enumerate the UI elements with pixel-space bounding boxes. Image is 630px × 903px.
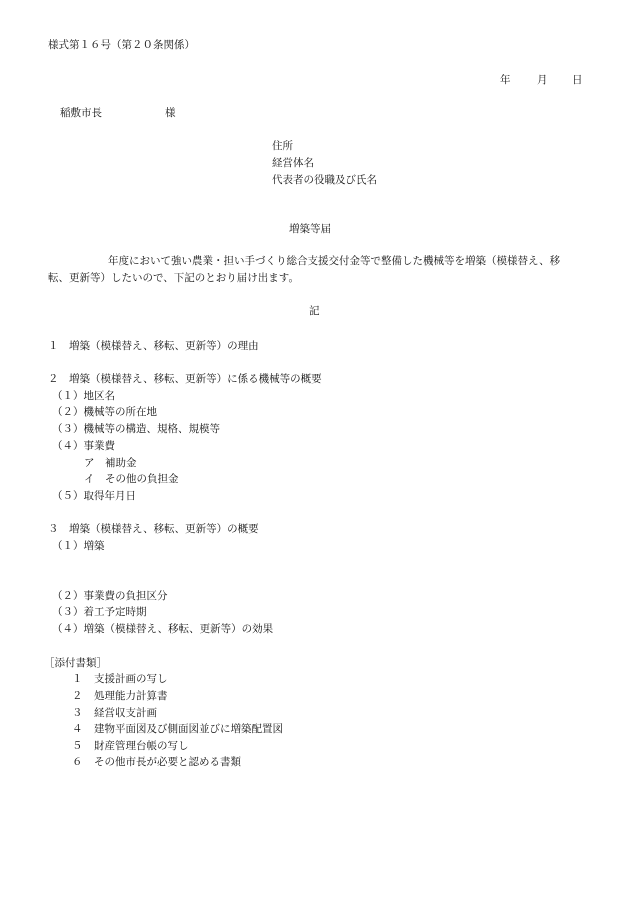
attachment-label: 建物平面図及び側面図並びに増築配置図 <box>94 723 283 735</box>
applicant-representative-label: 代表者の役職及び氏名 <box>272 174 377 186</box>
section-3-item: （４）増築（模様替え、移転、更新等）の効果 <box>52 623 274 635</box>
attachments-heading: ［添付書類］ <box>44 657 107 669</box>
attachment-number: ３ <box>72 707 83 719</box>
addressee-mayor: 稲敷市長 <box>60 107 102 119</box>
section-2-sub-item: イ その他の負担金 <box>84 473 179 485</box>
date-day-label: 日 <box>572 74 583 86</box>
section-3-item: （３）着工予定時期 <box>52 606 147 618</box>
section-1-heading: １ 増築（模様替え、移転、更新等）の理由 <box>48 340 259 352</box>
form-number: 様式第１６号（第２０条関係） <box>48 39 195 51</box>
section-2-sub-item: ア 補助金 <box>84 457 137 469</box>
attachment-label: その他市長が必要と認める書類 <box>94 756 241 768</box>
section-2-heading: ２ 増築（模様替え、移転、更新等）に係る機械等の概要 <box>48 373 322 385</box>
document-title: 増築等届 <box>289 223 331 235</box>
applicant-entity-label: 経営体名 <box>272 157 314 169</box>
section-3-item: （１）増築 <box>52 540 105 552</box>
section-3-item: （２）事業費の負担区分 <box>52 590 168 602</box>
attachment-number: ４ <box>72 723 83 735</box>
section-2-item: （３）機械等の構造、規格、規模等 <box>52 423 220 435</box>
attachment-number: ２ <box>72 690 83 702</box>
attachment-number: １ <box>72 673 83 685</box>
ki-marker: 記 <box>309 305 320 317</box>
section-3-heading: ３ 増築（模様替え、移転、更新等）の概要 <box>48 523 259 535</box>
section-2-item: （２）機械等の所在地 <box>52 406 157 418</box>
section-2-item: （４）事業費 <box>52 440 115 452</box>
attachment-label: 経営収支計画 <box>94 707 157 719</box>
attachment-label: 処理能力計算書 <box>94 690 168 702</box>
attachment-label: 支援計画の写し <box>94 673 168 685</box>
attachment-label: 財産管理台帳の写し <box>94 740 189 752</box>
attachment-number: ６ <box>72 756 83 768</box>
section-2-item: （５）取得年月日 <box>52 490 136 502</box>
section-2-item: （１）地区名 <box>52 390 115 402</box>
applicant-address-label: 住所 <box>272 140 293 152</box>
intro-paragraph <box>48 253 580 287</box>
date-year-label: 年 <box>500 74 511 86</box>
date-month-label: 月 <box>537 74 548 86</box>
addressee-honorific: 様 <box>165 107 176 119</box>
attachment-number: ５ <box>72 740 83 752</box>
intro-text: 年度において強い農業・担い手づくり総合支援交付金等で整備した機械等を増築（模様替え、移転、更新等）したいので、下記のとおり届け出ます。 <box>48 255 561 284</box>
